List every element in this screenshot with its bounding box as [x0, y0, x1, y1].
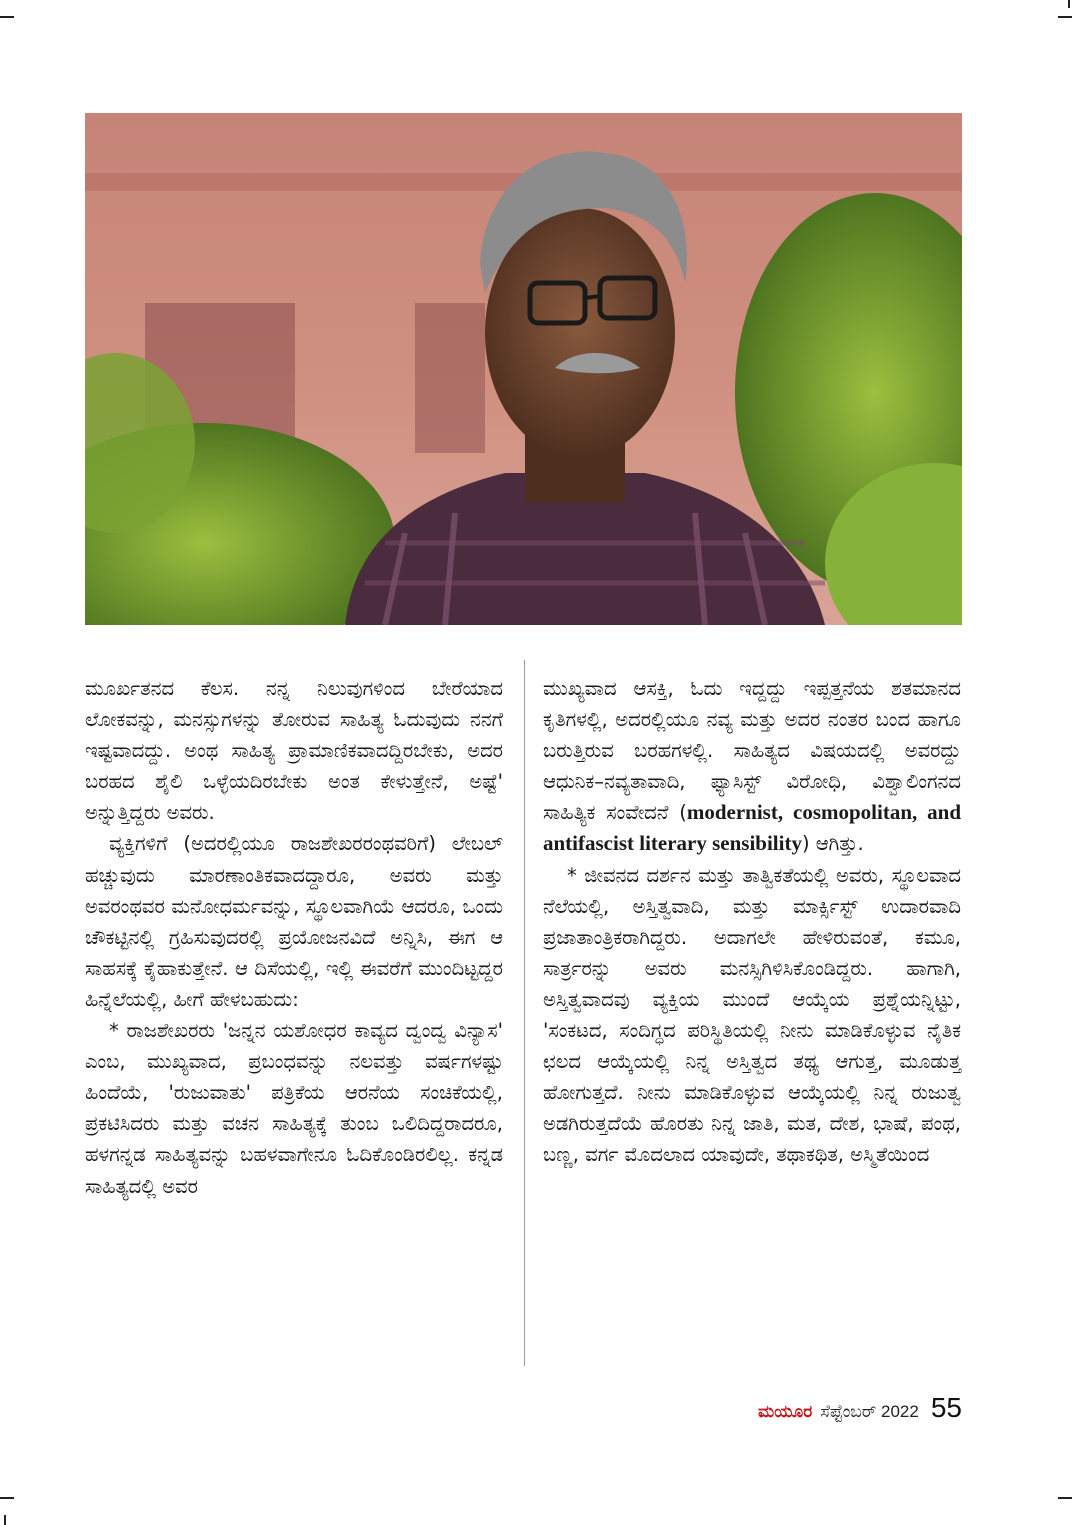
magazine-name: ಮಯೂರ [758, 1402, 813, 1421]
paragraph-text: ) ಆಗಿತ್ತು. [801, 832, 864, 856]
column-divider [524, 660, 525, 1366]
paragraph: ಮೂರ್ಖತನದ ಕೆಲಸ. ನನ್ನ ನಿಲುವುಗಳಿಂದ ಬೇರೆಯಾದ ಲೋಕವನ್ನು, ಮನಸ್ಸುಗಳನ್ನು ತೋರುವ ಸಾಹಿತ್ಯ ಓದುವುದು ನನಗೆ ಇಷ್ಟವಾದದ್ದು. ಅಂಥ ಸಾಹಿತ್ಯ ಪ್ರಾಮಾಣಿಕವಾದದ್ದಿರಬೇಕು, ಅದರ ಬರಹದ ಶೈಲಿ ಒಳ್ಳೆಯದಿರಬೇಕು ಅಂತ ಕೇಳುತ್ತೇನೆ, ಅಷ್ಟೆ' ಅನ್ನುತ್ತಿದ್ದರು ಅವರು. [85, 677, 503, 825]
paragraph [543, 673, 961, 860]
english-phrase: modernist, cosmopolitan, and antifascist literary sensibility [543, 800, 961, 856]
paragraph-text: ಮುಖ್ಯವಾದ ಆಸಕ್ತಿ, ಓದು ಇದ್ದದ್ದು ಇಪ್ಪತ್ತನೆಯ ಶತಮಾನದ ಕೃತಿಗಳಲ್ಲಿ, ಅದರಲ್ಲಿಯೂ ನವ್ಯ ಮತ್ತು ಅದರ ನಂತರ ಬಂದ ಹಾಗೂ ಬರುತ್ತಿರುವ ಬರಹಗಳಲ್ಲಿ. ಸಾಹಿತ್ಯದ ವಿಷಯದಲ್ಲಿ ಅವರದ್ದು ಆಧುನಿಕ–ನವ್ಯತಾವಾದಿ, ಫ್ಯಾಸಿಸ್ಟ್ ವಿರೋಧಿ, ವಿಶ್ವಾಲಿಂಗನದ ಸಾಹಿತ್ಯಿಕ ಸಂವೇದನೆ ( [543, 677, 961, 825]
paragraph: * ರಾಜಶೇಖರರು 'ಜನ್ನನ ಯಶೋಧರ ಕಾವ್ಯದ ದ್ವಂದ್ವ ವಿನ್ಯಾಸ' ಎಂಬ, ಮುಖ್ಯವಾದ, ಪ್ರಬಂಧವನ್ನು ನಲವತ್ತು ವರ್ಷಗಳಷ್ಟು ಹಿಂದೆಯೆ, 'ರುಜುವಾತು' ಪತ್ರಿಕೆಯ ಆರನೆಯ ಸಂಚಿಕೆಯಲ್ಲಿ, ಪ್ರಕಟಿಸಿದರು ಮತ್ತು ವಚನ ಸಾಹಿತ್ಯಕ್ಕೆ ತುಂಬ ಒಲಿದಿದ್ದರಾದರೂ, ಹಳಗನ್ನಡ ಸಾಹಿತ್ಯವನ್ನು ಬಹಳವಾಗೇನೂ ಓದಿಕೊಂಡಿರಲಿಲ್ಲ. ಕನ್ನಡ ಸಾಹಿತ್ಯದಲ್ಲಿ ಅವರ [85, 1019, 503, 1198]
portrait-photo-icon [85, 113, 962, 625]
paragraph: ವ್ಯಕ್ತಿಗಳಿಗೆ (ಅದರಲ್ಲಿಯೂ ರಾಜಶೇಖರರಂಥವರಿಗೆ) ಲೇಬಲ್ ಹಚ್ಚುವುದು ಮಾರಣಾಂತಿಕವಾದದ್ದಾರೂ, ಅವರು ಮತ್ತು ಅವರಂಥವರ ಮನೋಧರ್ಮವನ್ನು, ಸ್ಥೂಲವಾಗಿಯೆ ಆದರೂ, ಒಂದು ಚೌಕಟ್ಟಿನಲ್ಲಿ ಗ್ರಹಿಸುವುದರಲ್ಲಿ ಪ್ರಯೋಜನವಿದೆ ಅನ್ನಿಸಿ, ಈಗ ಆ ಸಾಹಸಕ್ಕೆ ಕೈಹಾಕುತ್ತೇನೆ. ಆ ದಿಸೆಯಲ್ಲಿ, ಇಲ್ಲಿ ಈವರೆಗೆ ಮುಂದಿಟ್ಟದ್ದರ ಹಿನ್ನೆಲೆಯಲ್ಲಿ, ಹೀಗೆ ಹೇಳಬಹುದು: [85, 832, 503, 1011]
crop-mark [0, 1497, 14, 1499]
page-footer [758, 1392, 962, 1424]
portrait-photo [85, 113, 962, 625]
crop-mark [1058, 16, 1072, 18]
crop-mark [1068, 0, 1070, 8]
crop-mark [4, 1515, 6, 1525]
page-number: 55 [930, 1392, 962, 1423]
crop-mark [0, 16, 14, 18]
paragraph: * ಜೀವನದ ದರ್ಶನ ಮತ್ತು ತಾತ್ವಿಕತೆಯಲ್ಲಿ ಅವರು, ಸ್ಥೂಲವಾದ ನೆಲೆಯಲ್ಲಿ, ಅಸ್ತಿತ್ವವಾದಿ, ಮತ್ತು ಮಾರ್ಕ್ಸಿಸ್ಟ್ ಉದಾರವಾದಿ ಪ್ರಜಾತಾಂತ್ರಿಕರಾಗಿದ್ದರು. ಅದಾಗಲೇ ಹೇಳಿರುವಂತೆ, ಕಮೂ, ಸಾರ್ತ್ರರನ್ನು ಅವರು ಮನಸ್ಸಿಗಿಳಿಸಿಕೊಂಡಿದ್ದರು. ಹಾಗಾಗಿ, ಅಸ್ತಿತ್ವವಾದವು ವ್ಯಕ್ತಿಯ ಮುಂದೆ ಆಯ್ಕೆಯ ಪ್ರಶ್ನೆಯನ್ನಿಟ್ಟು, 'ಸಂಕಟದ, ಸಂದಿಗ್ಧದ ಪರಿಸ್ಥಿತಿಯಲ್ಲಿ ನೀನು ಮಾಡಿಕೊಳ್ಳುವ ನೈತಿಕ ಛಲದ ಆಯ್ಕೆಯಲ್ಲಿ ನಿನ್ನ ಅಸ್ತಿತ್ವದ ತಥ್ಯ ಆಗುತ್ತ, ಮೂಡುತ್ತ ಹೋಗುತ್ತದೆ. ನೀನು ಮಾಡಿಕೊಳ್ಳುವ ಆಯ್ಕೆಯಲ್ಲಿ ನಿನ್ನ ರುಜುತ್ವ ಅಡಗಿರುತ್ತದೆಯೆ ಹೊರತು ನಿನ್ನ ಜಾತಿ, ಮತ, ದೇಶ, ಭಾಷೆ, ಪಂಥ, ಬಣ್ಣ, ವರ್ಗ ಮೊದಲಾದ ಯಾವುದೇ, ತಥಾಕಥಿತ, ಅಸ್ಮಿತೆಯಿಂದ [543, 863, 961, 1167]
article-column-right [543, 673, 961, 1171]
article-column-left [85, 673, 503, 1202]
crop-mark [1058, 1497, 1072, 1499]
issue-date: ಸೆಪ್ಟೆಂಬರ್ 2022 [820, 1402, 919, 1421]
